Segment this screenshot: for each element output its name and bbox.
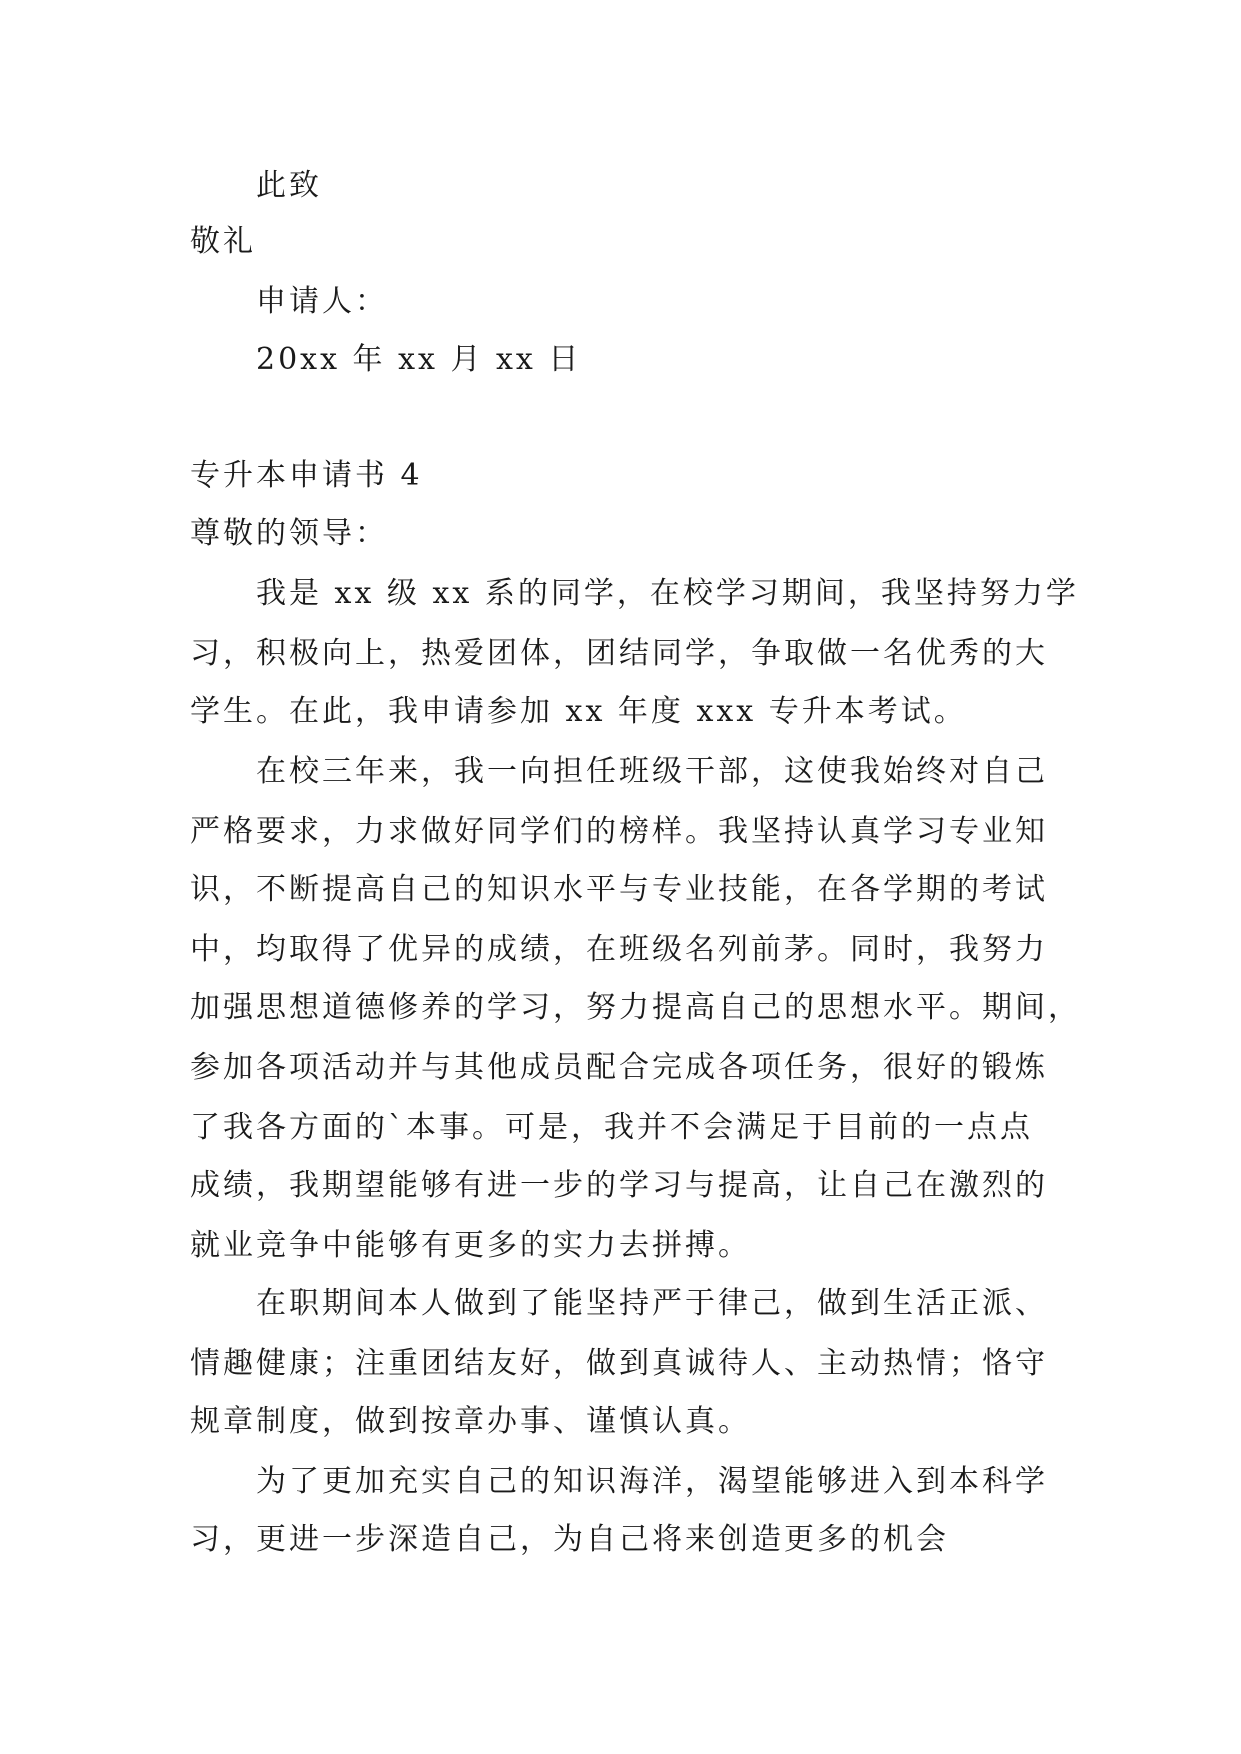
body-line: 中，均取得了优异的成绩，在班级名列前茅。同时，我努力 (190, 932, 1048, 967)
body-line: 在职期间本人做到了能坚持严于律己，做到生活正派、 (256, 1286, 1048, 1321)
applicant-label: 申请人： (256, 284, 388, 319)
body-line: 加强思想道德修养的学习，努力提高自己的思想水平。期间， (190, 990, 1081, 1025)
letter-title: 专升本申请书 4 (190, 458, 423, 493)
letter-greeting: 尊敬的领导： (190, 516, 388, 551)
body-line: 在校三年来，我一向担任班级干部，这使我始终对自己 (256, 754, 1048, 789)
closing-salutation-2: 敬礼 (190, 224, 256, 259)
body-line: 参加各项活动并与其他成员配合完成各项任务，很好的锻炼 (190, 1050, 1048, 1085)
body-line: 就业竞争中能够有更多的实力去拼搏。 (190, 1228, 751, 1263)
body-line: 规章制度，做到按章办事、谨慎认真。 (190, 1404, 751, 1439)
body-line: 习，积极向上，热爱团体，团结同学，争取做一名优秀的大 (190, 636, 1048, 671)
body-line: 成绩，我期望能够有进一步的学习与提高，让自己在激烈的 (190, 1168, 1048, 1203)
body-line: 我是 xx 级 xx 系的同学，在校学习期间，我坚持努力学 (256, 576, 1079, 611)
body-line: 严格要求，力求做好同学们的榜样。我坚持认真学习专业知 (190, 814, 1048, 849)
body-line: 学生。在此，我申请参加 xx 年度 xxx 专升本考试。 (190, 694, 967, 729)
body-line: 为了更加充实自己的知识海洋，渴望能够进入到本科学 (256, 1464, 1048, 1499)
body-line: 情趣健康；注重团结友好，做到真诚待人、主动热情；恪守 (190, 1346, 1048, 1381)
body-line: 了我各方面的`本事。可是，我并不会满足于目前的一点点 (190, 1110, 1033, 1145)
body-line: 识，不断提高自己的知识水平与专业技能，在各学期的考试 (190, 872, 1048, 907)
date-line: 20xx 年 xx 月 xx 日 (256, 342, 582, 377)
closing-salutation-1: 此致 (256, 168, 322, 203)
body-line: 习，更进一步深造自己，为自己将来创造更多的机会 (190, 1522, 949, 1557)
